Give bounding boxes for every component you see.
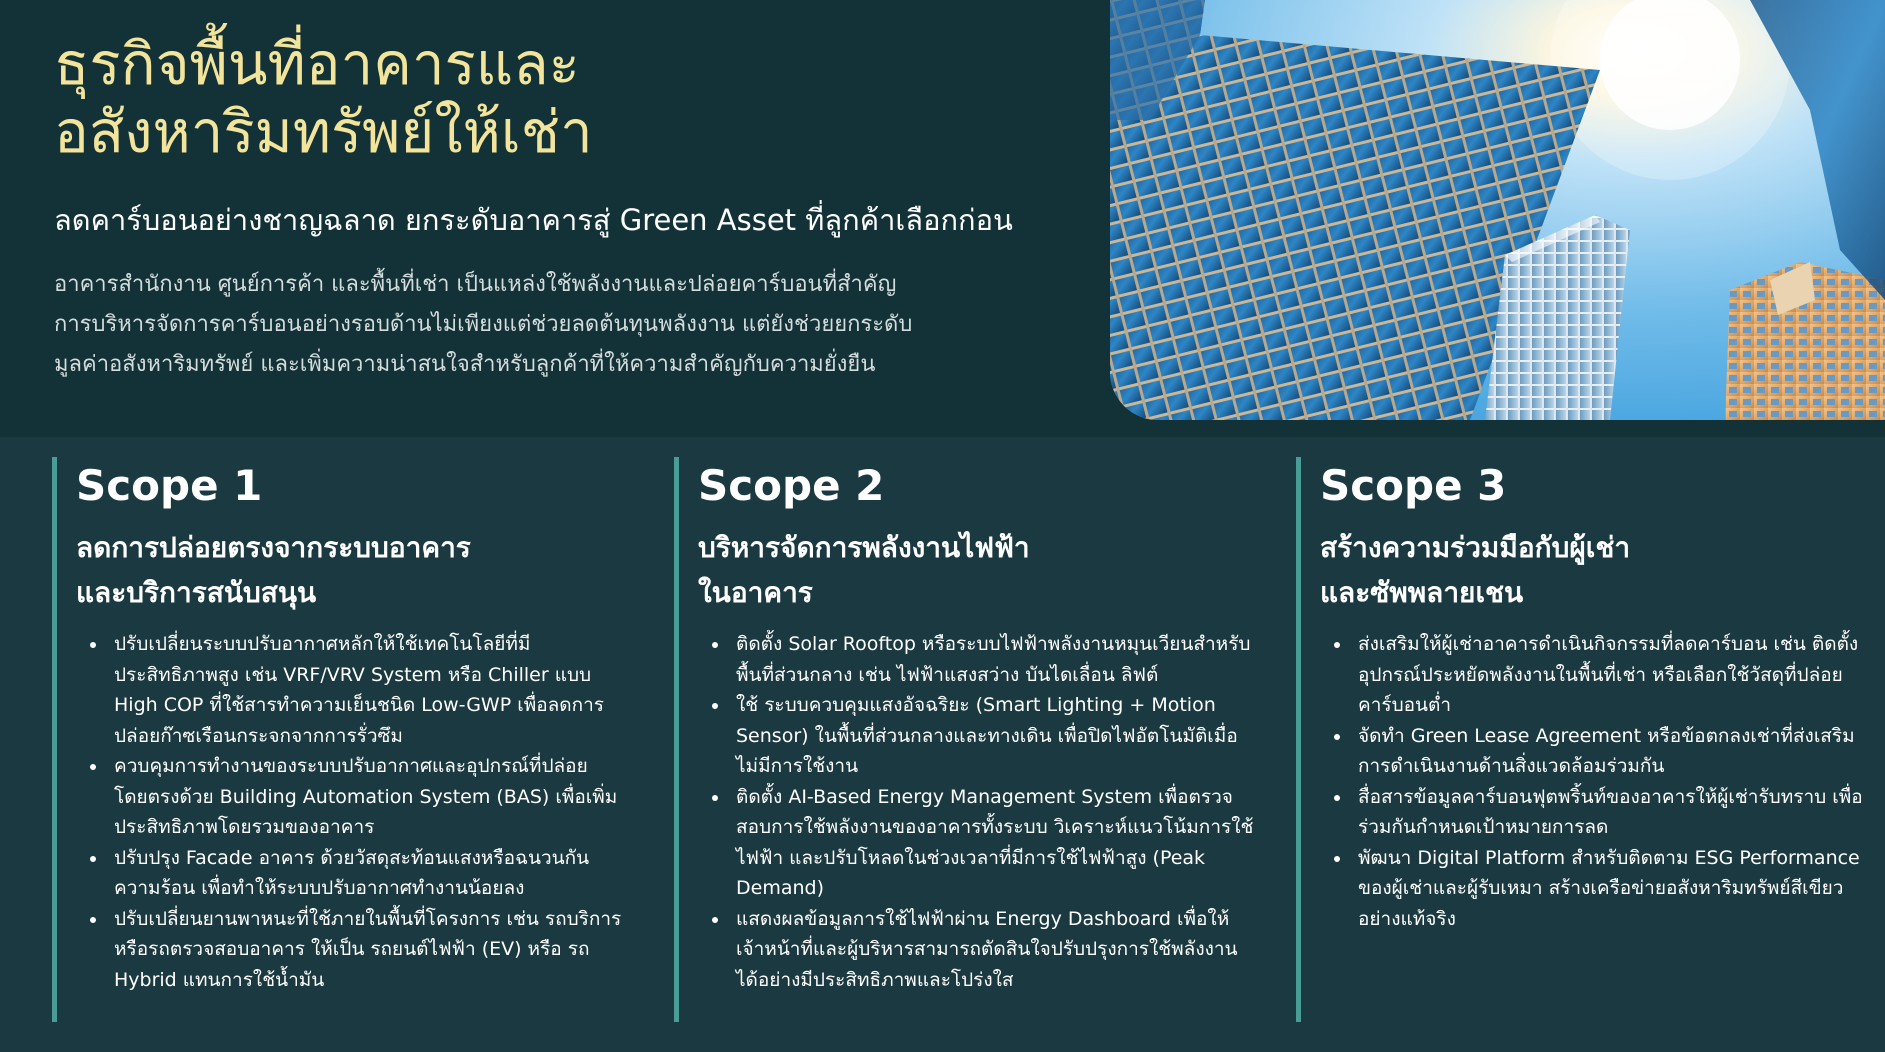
scope-3-bullet-4: พัฒนา Digital Platform สำหรับติดตาม ESG Performance ของผู้เช่าและผู้รับเหมา สร้างเครือข่ายอสังหาริมทรัพย์สีเขียวอย่างแท้จริง: [1320, 843, 1876, 935]
scope-3-bullet-3: สื่อสารข้อมูลคาร์บอนฟุตพริ้นท์ของอาคารให้ผู้เช่ารับทราบ เพื่อร่วมกันกำหนดเป้าหมายการลด: [1320, 782, 1876, 843]
page-subtitle: ลดคาร์บอนอย่างชาญฉลาด ยกระดับอาคารสู่ Green Asset ที่ลูกค้าเลือกก่อน: [54, 203, 1013, 237]
scope-2-bullet-1: ติดตั้ง Solar Rooftop หรือระบบไฟฟ้าพลังงานหมุนเวียนสำหรับพื้นที่ส่วนกลาง เช่น ไฟฟ้าแสงสว่าง บันไดเลื่อน ลิฟต์: [698, 629, 1254, 690]
scope-1-bullet-4: ปรับเปลี่ยนยานพาหนะที่ใช้ภายในพื้นที่โครงการ เช่น รถบริการหรือรถตรวจสอบอาคาร ให้เป็น รถยนต์ไฟฟ้า (EV) หรือ รถ Hybrid แทนการใช้น้ำมัน: [76, 904, 632, 996]
scope-3-heading-line-2: และซัพพลายเชน: [1320, 576, 1524, 609]
scope-2-title: Scope 2: [698, 461, 885, 510]
scope-1-bullet-3: ปรับปรุง Facade อาคาร ด้วยวัสดุสะท้อนแสงหรือฉนวนกันความร้อน เพื่อทำให้ระบบปรับอากาศทำงานน้อยลง: [76, 843, 632, 904]
scope-2-heading: [698, 525, 1254, 615]
scope-1-bullet-2: ควบคุมการทำงานของระบบปรับอากาศและอุปกรณ์ที่ปล่อยโดยตรงด้วย Building Automation System (BAS) เพื่อเพิ่มประสิทธิภาพโดยรวมของอาคาร: [76, 751, 632, 843]
scope-1-bullet-list: [76, 629, 632, 995]
description-line-3: มูลค่าอสังหาริมทรัพย์ และเพิ่มความน่าสนใจสำหรับลูกค้าที่ให้ความสำคัญกับความยั่งยืน: [54, 352, 876, 377]
page-title-line-2: อสังหาริมทรัพย์ให้เช่า: [54, 98, 593, 166]
scope-1-card: [52, 457, 632, 1022]
scope-3-bullet-1: ส่งเสริมให้ผู้เช่าอาคารดำเนินกิจกรรมที่ลดคาร์บอน เช่น ติดตั้งอุปกรณ์ประหยัดพลังงานในพื้นที่เช่า หรือเลือกใช้วัสดุที่ปล่อยคาร์บอนต่ำ: [1320, 629, 1876, 721]
scope-2-heading-line-2: ในอาคาร: [698, 576, 813, 609]
description-line-2: การบริหารจัดการคาร์บอนอย่างรอบด้านไม่เพียงแต่ช่วยลดต้นทุนพลังงาน แต่ยังช่วยยกระดับ: [54, 312, 913, 337]
scope-3-heading: [1320, 525, 1876, 615]
skyscraper-illustration: [1110, 0, 1885, 420]
scope-2-card: [674, 457, 1254, 1022]
scope-2-heading-line-1: บริหารจัดการพลังงานไฟฟ้า: [698, 531, 1030, 564]
scope-2-bullet-4: แสดงผลข้อมูลการใช้ไฟฟ้าผ่าน Energy Dashboard เพื่อให้เจ้าหน้าที่และผู้บริหารสามารถตัดสินใจปรับปรุงการใช้พลังงานได้อย่างมีประสิทธิภาพและโปร่งใส: [698, 904, 1254, 996]
scope-1-bullet-1: ปรับเปลี่ยนระบบปรับอากาศหลักให้ใช้เทคโนโลยีที่มีประสิทธิภาพสูง เช่น VRF/VRV System หรือ Chiller แบบ High COP ที่ใช้สารทำความเย็นชนิด Low-GWP เพื่อลดการปล่อยก๊าซเรือนกระจกจากการรั่วซึม: [76, 629, 632, 751]
scope-3-heading-line-1: สร้างความร่วมมือกับผู้เช่า: [1320, 531, 1631, 564]
scope-3-card: [1296, 457, 1876, 1022]
scope-3-bullet-list: [1320, 629, 1876, 934]
page-title: [54, 30, 1074, 166]
scope-3-bullet-2: จัดทำ Green Lease Agreement หรือข้อตกลงเช่าที่ส่งเสริมการดำเนินงานด้านสิ่งแวดล้อมร่วมกัน: [1320, 721, 1876, 782]
page-title-line-1: ธุรกิจพื้นที่อาคารและ: [54, 30, 580, 98]
page-description: [54, 265, 1094, 385]
scope-2-bullet-2: ใช้ ระบบควบคุมแสงอัจฉริยะ (Smart Lighting + Motion Sensor) ในพื้นที่ส่วนกลางและทางเดิน เพื่อปิดไฟอัตโนมัติเมื่อไม่มีการใช้งาน: [698, 690, 1254, 782]
scope-2-bullet-3: ติดตั้ง AI-Based Energy Management System เพื่อตรวจสอบการใช้พลังงานของอาคารทั้งระบบ วิเคราะห์แนวโน้มการใช้ไฟฟ้า และปรับโหลดในช่วงเวลาที่มีการใช้ไฟฟ้าสูง (Peak Demand): [698, 782, 1254, 904]
scope-3-title: Scope 3: [1320, 461, 1507, 510]
description-line-1: อาคารสำนักงาน ศูนย์การค้า และพื้นที่เช่า เป็นแหล่งใช้พลังงานและปล่อยคาร์บอนที่สำคัญ: [54, 272, 897, 297]
skyscraper-photo: [1110, 0, 1885, 420]
scope-1-heading-line-1: ลดการปล่อยตรงจากระบบอาคาร: [76, 531, 471, 564]
scope-1-title: Scope 1: [76, 461, 263, 510]
scope-1-heading: [76, 525, 632, 615]
scope-1-heading-line-2: และบริการสนับสนุน: [76, 576, 317, 609]
scope-2-bullet-list: [698, 629, 1254, 995]
